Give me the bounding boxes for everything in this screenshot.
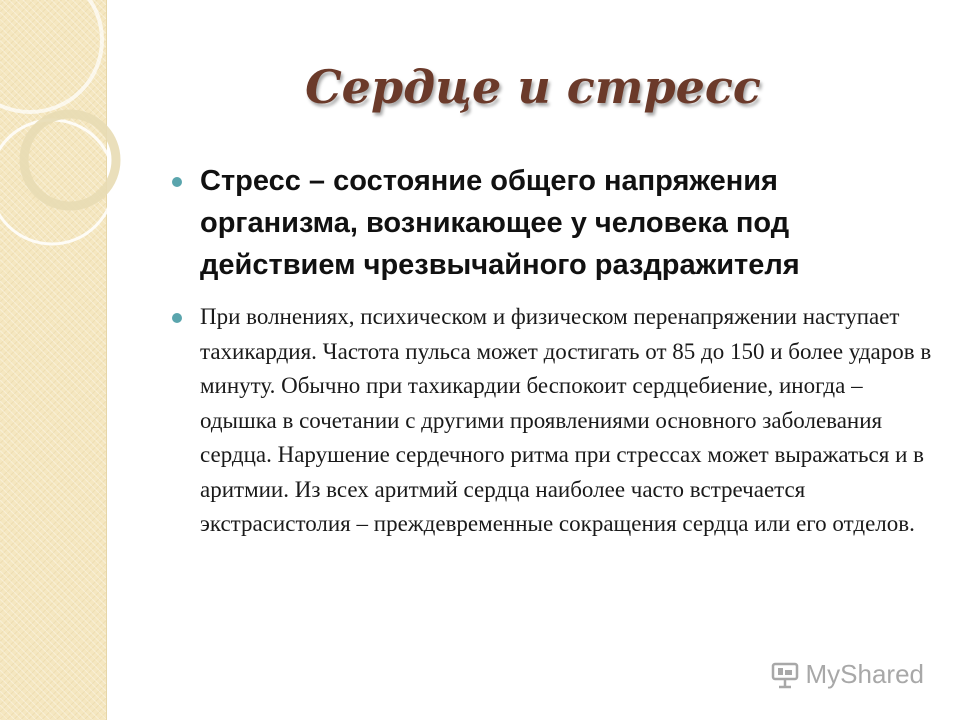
slide-content [172, 160, 932, 542]
presentation-board-icon [770, 660, 800, 690]
bullet-dot-icon [172, 177, 182, 187]
bullet-sub-text: При волнениях, психическом и физическом перенапряжении наступает тахикардия. Частота пульса может достигать от 85 до 150 и более ударов в минуту. Обычно при тахикардии беспокоит сердцебиение, иногда – одышка в сочетании с другими проявлениями основного заболевания сердца. Нарушение сердечного ритма при стрессах может выражаться и в аритмии. Из всех аритмий сердца наиболее часто встречается экстрасистолия – преждевременные сокращения сердца или его отделов. [200, 304, 932, 536]
decorative-rings-icon [0, 0, 140, 300]
watermark [770, 659, 925, 690]
bullet-main-text: Стресс – состояние общего напряжения организма, возникающее у человека под действием чрезвычайного раздражителя [200, 165, 800, 281]
slide-title: Сердце и стресс [305, 60, 761, 114]
bullet-dot-icon [172, 313, 182, 323]
bullet-main [172, 160, 932, 286]
bullet-sub [172, 300, 932, 542]
watermark-text: MyShared [805, 659, 924, 689]
